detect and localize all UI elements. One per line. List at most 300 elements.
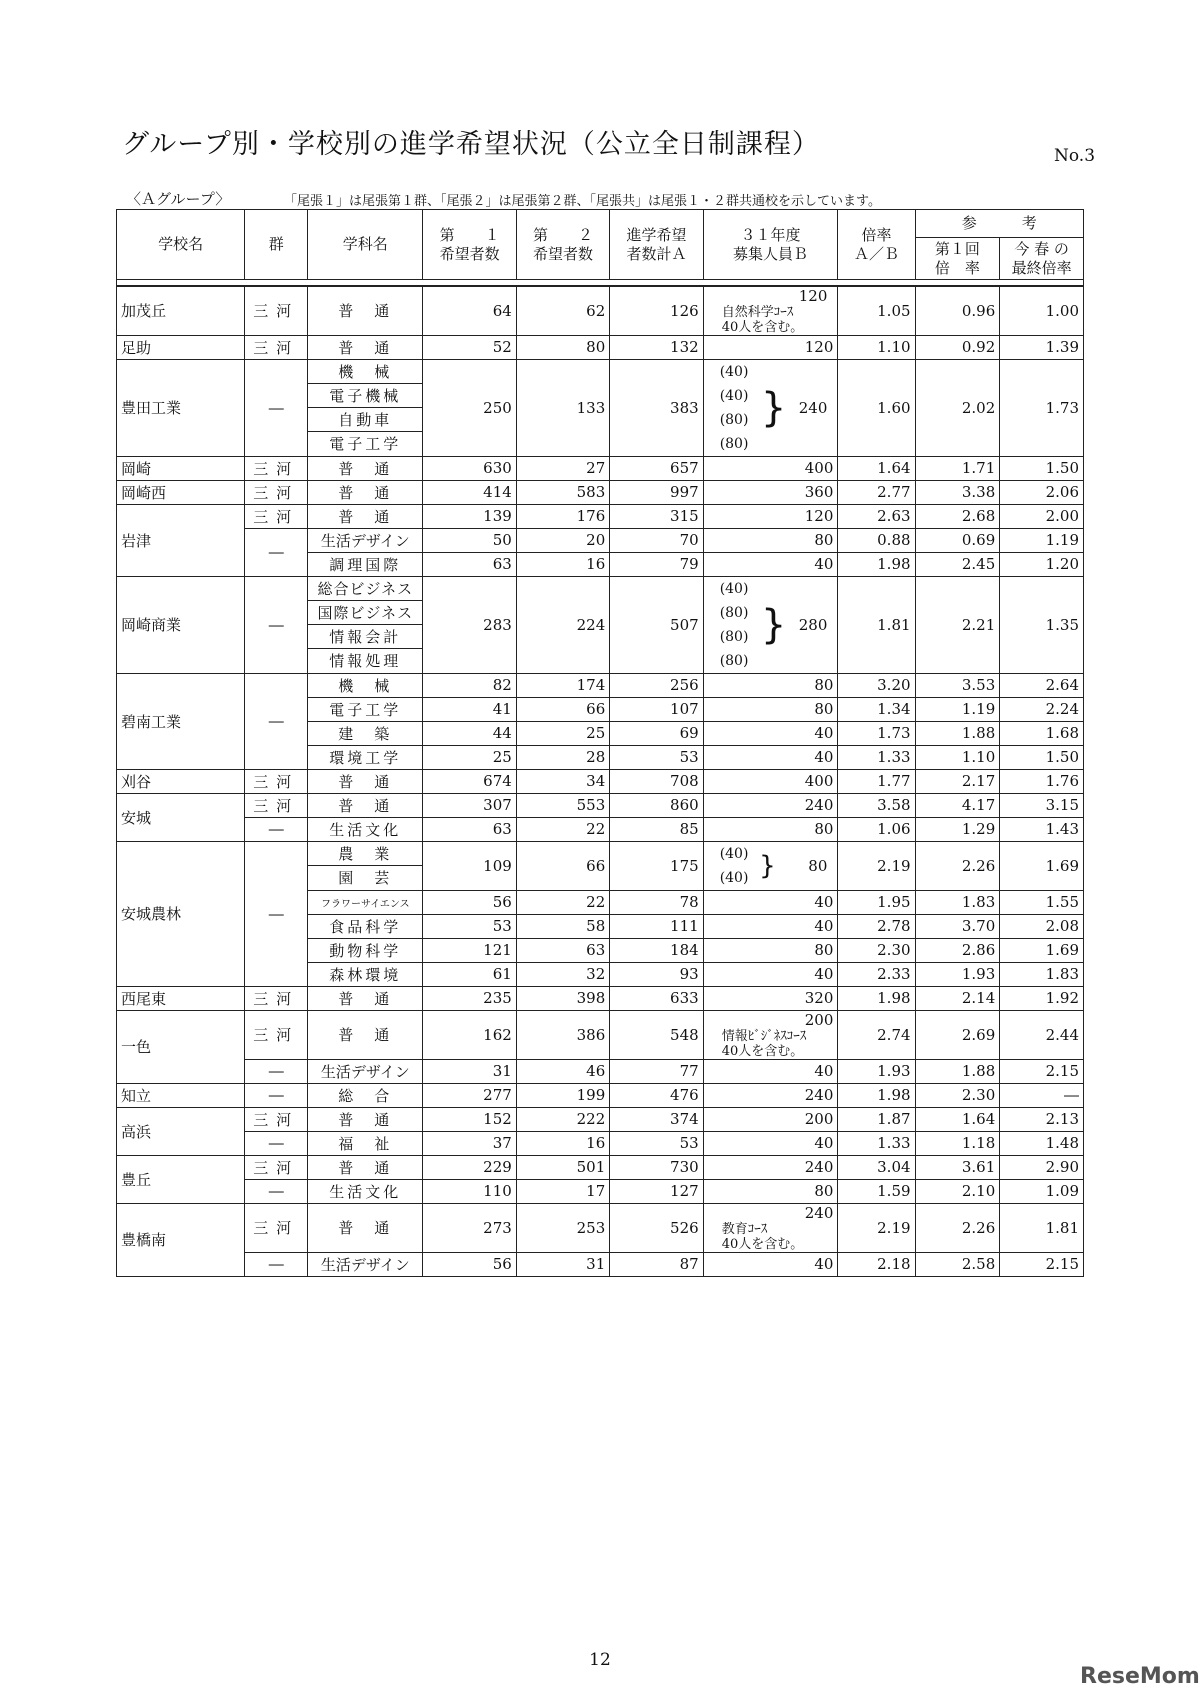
subject-cell: 生活デザイン [308,1059,423,1083]
legend-note: 「尾張１」は尾張第１群、「尾張２」は尾張第２群、「尾張共」は尾張１・２群共通校を示しています。 [284,194,881,209]
ref-first-cell: 0.92 [915,335,1000,359]
header-subject: 学科名 [308,210,423,280]
quota-cell [703,576,838,673]
subquota: (80) [719,604,749,621]
ref-first-cell: 2.26 [915,841,1000,890]
second-choice-cell: 66 [516,841,609,890]
second-choice-cell: 34 [516,769,609,793]
subject-cell: 普 通 [308,986,423,1010]
subject-cell: 生活デザイン [308,528,423,552]
table-row [117,504,1084,528]
second-choice-cell: 32 [516,962,609,986]
ref-first-cell: 0.69 [915,528,1000,552]
school-name: 安城 [117,793,245,841]
ref-first-cell: 2.30 [915,1083,1000,1107]
ref-last-cell: 1.20 [1000,552,1084,576]
table-row [117,456,1084,480]
first-choice-cell: 283 [423,576,516,673]
gun-cell: ― [245,1252,308,1276]
ratio-cell: 1.98 [838,986,915,1010]
subject-cell: 普 通 [308,480,423,504]
total-cell: 315 [610,504,703,528]
ref-last-cell: 1.81 [1000,1203,1084,1252]
header-gun: 群 [245,210,308,280]
first-choice-cell: 121 [423,938,516,962]
ratio-cell: 1.77 [838,769,915,793]
ref-first-cell: 3.70 [915,914,1000,938]
second-choice-cell: 63 [516,938,609,962]
ref-last-cell: 1.39 [1000,335,1084,359]
second-choice-cell: 25 [516,721,609,745]
quota-cell: 320 [703,986,838,1010]
subquota: (40) [719,580,749,597]
table-row [117,335,1084,359]
ratio-cell: 1.64 [838,456,915,480]
total-cell: 70 [610,528,703,552]
total-cell: 87 [610,1252,703,1276]
ratio-cell: 1.33 [838,1131,915,1155]
total-cell: 184 [610,938,703,962]
total-cell: 79 [610,552,703,576]
subject-cell: 普 通 [308,769,423,793]
brace-icon: } [760,601,787,648]
quota-cell: 40 [703,1252,838,1276]
quota-cell: 200 [703,1107,838,1131]
school-name: 高浜 [117,1107,245,1155]
subject-cell: 食品科学 [308,914,423,938]
ref-first-cell: 1.18 [915,1131,1000,1155]
first-choice-cell: 414 [423,480,516,504]
second-choice-cell: 31 [516,1252,609,1276]
quota-cell: 80 [703,673,838,697]
table-row [117,480,1084,504]
gun-cell: 三河 [245,335,308,359]
ref-first-cell: 1.88 [915,1059,1000,1083]
first-choice-cell: 674 [423,769,516,793]
quota-note: 教育ｺｰｽ [721,1221,768,1237]
subject-cell: 調理国際 [308,552,423,576]
brace-icon: } [760,384,787,431]
total-cell: 256 [610,673,703,697]
total-cell: 997 [610,480,703,504]
ref-last-cell: 2.44 [1000,1010,1084,1059]
gun-cell: ― [245,1059,308,1083]
subquota: (40) [719,845,749,862]
school-name: 岡崎商業 [117,576,245,673]
quota-note: 40人を含む。 [721,1236,804,1252]
table-row [117,841,1084,866]
total-cell: 107 [610,697,703,721]
ratio-cell: 2.77 [838,480,915,504]
total-cell: 53 [610,1131,703,1155]
subject-cell: 福 祉 [308,1131,423,1155]
gun-cell: ― [245,1083,308,1107]
quota-cell: 240 [703,1083,838,1107]
total-cell: 860 [610,793,703,817]
ref-first-cell: 3.61 [915,1155,1000,1179]
quota-cell: 40 [703,745,838,769]
subject-cell: 普 通 [308,286,423,336]
first-choice-cell: 64 [423,286,516,336]
subject-cell: 情報会計 [308,625,423,649]
gun-cell: ― [245,1131,308,1155]
second-choice-cell: 222 [516,1107,609,1131]
second-choice-cell: 386 [516,1010,609,1059]
subject-cell: 電子工学 [308,432,423,456]
ref-last-cell: 1.55 [1000,890,1084,914]
gun-cell: ― [245,1179,308,1203]
second-choice-cell: 17 [516,1179,609,1203]
footer-page-number: 12 [589,1650,611,1670]
ref-first-cell: 2.45 [915,552,1000,576]
subquota: (40) [719,869,749,886]
table-row [117,576,1084,600]
second-choice-cell: 46 [516,1059,609,1083]
gun-cell: ― [245,673,308,769]
school-name: 西尾東 [117,986,245,1010]
subject-cell: 普 通 [308,335,423,359]
quota-cell: 80 [703,528,838,552]
first-choice-cell: 109 [423,841,516,890]
second-choice-cell: 27 [516,456,609,480]
table-row [117,817,1084,841]
quota-cell [703,359,838,456]
subject-cell: 生活文化 [308,1179,423,1203]
total-cell: 53 [610,745,703,769]
quota-note: 情報ﾋﾞｼﾞﾈｽｺｰｽ [721,1028,807,1044]
quota-cell: 360 [703,480,838,504]
second-choice-cell: 62 [516,286,609,336]
second-choice-cell: 16 [516,1131,609,1155]
subquota: (80) [719,652,749,669]
total-cell: 77 [610,1059,703,1083]
first-choice-cell: 277 [423,1083,516,1107]
table-row [117,986,1084,1010]
gun-cell: 三河 [245,769,308,793]
ratio-cell: 3.20 [838,673,915,697]
quota-cell: 400 [703,769,838,793]
ref-first-cell: 4.17 [915,793,1000,817]
subject-cell: 機 械 [308,673,423,697]
quota-cell: 120 [703,335,838,359]
ref-first-cell: 3.38 [915,480,1000,504]
ref-first-cell: 2.26 [915,1203,1000,1252]
ratio-cell: 1.73 [838,721,915,745]
first-choice-cell: 273 [423,1203,516,1252]
ref-last-cell: 1.43 [1000,817,1084,841]
subject-cell: 普 通 [308,793,423,817]
first-choice-cell: 53 [423,914,516,938]
second-choice-cell: 176 [516,504,609,528]
subject-cell: 建 築 [308,721,423,745]
first-choice-cell: 152 [423,1107,516,1131]
header-quota: ３１年度 募集人員Ｂ [703,210,838,280]
ref-last-cell: 1.92 [1000,986,1084,1010]
table-row [117,1083,1084,1107]
ratio-cell: 3.04 [838,1155,915,1179]
ratio-cell: 2.78 [838,914,915,938]
resemom-logo: ReseMom [1080,1664,1200,1689]
second-choice-cell: 398 [516,986,609,1010]
subject-cell: 普 通 [308,456,423,480]
quota-cell: 40 [703,552,838,576]
ref-last-cell: 1.69 [1000,938,1084,962]
subject-cell: 普 通 [308,504,423,528]
first-choice-cell: 31 [423,1059,516,1083]
subject-cell: フラワーサイエンス [308,890,423,914]
group-label: 〈Ａグループ〉 [126,190,231,208]
gun-cell: 三河 [245,480,308,504]
table-row [117,359,1084,383]
first-choice-cell: 56 [423,1252,516,1276]
first-choice-cell: 139 [423,504,516,528]
total-cell: 85 [610,817,703,841]
quota-cell: 400 [703,456,838,480]
total-cell: 127 [610,1179,703,1203]
ratio-cell: 2.30 [838,938,915,962]
first-choice-cell: 63 [423,817,516,841]
total-cell: 633 [610,986,703,1010]
quota-cell: 80 [703,938,838,962]
header-total: 進学希望 者数計Ａ [610,210,703,280]
gun-cell: ― [245,528,308,576]
subject-cell: 生活文化 [308,817,423,841]
header-ratio: 倍率 Ａ／Ｂ [838,210,915,280]
ratio-cell: 0.88 [838,528,915,552]
quota-cell [703,841,838,890]
total-cell: 507 [610,576,703,673]
first-choice-cell: 110 [423,1179,516,1203]
ref-first-cell: 3.53 [915,673,1000,697]
ref-last-cell: 2.08 [1000,914,1084,938]
ref-first-cell: 1.71 [915,456,1000,480]
first-choice-cell: 52 [423,335,516,359]
total-cell: 526 [610,1203,703,1252]
ref-last-cell: 1.68 [1000,721,1084,745]
ref-last-cell: 2.64 [1000,673,1084,697]
subject-cell: 園 芸 [308,866,423,891]
gun-cell: ― [245,817,308,841]
ref-last-cell: 3.15 [1000,793,1084,817]
ref-last-cell: 2.24 [1000,697,1084,721]
ref-last-cell: 2.15 [1000,1252,1084,1276]
gun-cell: 三河 [245,504,308,528]
quota-cell: 40 [703,914,838,938]
page-number-label: No.3 [1054,146,1096,166]
second-choice-cell: 28 [516,745,609,769]
school-name: 碧南工業 [117,673,245,769]
ratio-cell: 1.81 [838,576,915,673]
ref-last-cell: 1.09 [1000,1179,1084,1203]
ratio-cell: 1.98 [838,1083,915,1107]
table-row [117,1010,1084,1059]
subject-cell: 普 通 [308,1155,423,1179]
second-choice-cell: 80 [516,335,609,359]
total-cell: 657 [610,456,703,480]
ref-first-cell: 0.96 [915,286,1000,336]
table-row [117,1131,1084,1155]
subject-cell: 普 通 [308,1203,423,1252]
gun-cell: ― [245,359,308,456]
ref-last-cell: 1.35 [1000,576,1084,673]
second-choice-cell: 553 [516,793,609,817]
second-choice-cell: 501 [516,1155,609,1179]
quota-cell: 120 [703,504,838,528]
ratio-cell: 2.74 [838,1010,915,1059]
ref-last-cell: 1.69 [1000,841,1084,890]
total-cell: 78 [610,890,703,914]
first-choice-cell: 235 [423,986,516,1010]
header-ref-first: 第１回 倍 率 [915,238,1000,280]
subject-cell: 国際ビジネス [308,600,423,624]
school-name: 豊橋南 [117,1203,245,1276]
subject-cell: 情報処理 [308,649,423,673]
total-cell: 69 [610,721,703,745]
second-choice-cell: 253 [516,1203,609,1252]
first-choice-cell: 307 [423,793,516,817]
ref-first-cell: 2.02 [915,359,1000,456]
subject-cell: 電子工学 [308,697,423,721]
second-choice-cell: 66 [516,697,609,721]
ref-first-cell: 1.83 [915,890,1000,914]
subject-cell: 環境工学 [308,745,423,769]
first-choice-cell: 44 [423,721,516,745]
second-choice-cell: 22 [516,890,609,914]
total-cell: 374 [610,1107,703,1131]
ref-first-cell: 1.64 [915,1107,1000,1131]
second-choice-cell: 16 [516,552,609,576]
ratio-cell: 1.95 [838,890,915,914]
quota-note: 自然科学ｺｰｽ [721,304,794,320]
ratio-cell: 1.98 [838,552,915,576]
table-row [117,1107,1084,1131]
ref-first-cell: 2.21 [915,576,1000,673]
total-cell: 93 [610,962,703,986]
quota-cell: 40 [703,1131,838,1155]
table-row [117,1179,1084,1203]
ratio-cell: 2.19 [838,841,915,890]
header-ref-last: 今 春 の 最終倍率 [1000,238,1084,280]
gun-cell: ― [245,841,308,986]
quota-cell: 120 自然科学ｺｰｽ 40人を含む。 [703,286,838,336]
ref-first-cell: 2.69 [915,1010,1000,1059]
quota-cell: 40 [703,890,838,914]
ref-first-cell: 2.14 [915,986,1000,1010]
brace-icon: } [759,850,776,881]
subject-cell: 機 械 [308,359,423,383]
ratio-cell: 1.59 [838,1179,915,1203]
ref-last-cell: 2.06 [1000,480,1084,504]
quota-cell: 200 情報ﾋﾞｼﾞﾈｽｺｰｽ 40人を含む。 [703,1010,838,1059]
ref-last-cell: 1.48 [1000,1131,1084,1155]
gun-cell: 三河 [245,1010,308,1059]
ref-last-cell: 1.73 [1000,359,1084,456]
ref-last-cell: 2.00 [1000,504,1084,528]
ref-last-cell: 1.76 [1000,769,1084,793]
ratio-cell: 1.93 [838,1059,915,1083]
quota-note: 40人を含む。 [721,319,804,335]
ref-first-cell: 2.10 [915,1179,1000,1203]
subject-cell: 電子機械 [308,383,423,407]
first-choice-cell: 630 [423,456,516,480]
ref-last-cell: 2.13 [1000,1107,1084,1131]
quota-cell: 40 [703,1059,838,1083]
ratio-cell: 2.63 [838,504,915,528]
quota-total: 280 [798,615,828,634]
ratio-cell: 3.58 [838,793,915,817]
school-name: 一色 [117,1010,245,1083]
school-name: 豊丘 [117,1155,245,1203]
total-cell: 730 [610,1155,703,1179]
quota-cell: 240 [703,1155,838,1179]
ref-first-cell: 1.93 [915,962,1000,986]
table-row [117,769,1084,793]
table-row [117,528,1084,552]
quota-cell: 40 [703,721,838,745]
table-row [117,1203,1084,1252]
school-name: 知立 [117,1083,245,1107]
application-status-table [116,209,1084,1277]
school-name: 豊田工業 [117,359,245,456]
subject-cell: 自動車 [308,408,423,432]
second-choice-cell: 224 [516,576,609,673]
table-row [117,286,1084,336]
gun-cell: 三河 [245,986,308,1010]
first-choice-cell: 50 [423,528,516,552]
subject-cell: 普 通 [308,1010,423,1059]
gun-cell: 三河 [245,456,308,480]
subject-cell: 普 通 [308,1107,423,1131]
subquota: (80) [719,411,749,428]
first-choice-cell: 82 [423,673,516,697]
ratio-cell: 1.87 [838,1107,915,1131]
first-choice-cell: 56 [423,890,516,914]
first-choice-cell: 162 [423,1010,516,1059]
table-row [117,1252,1084,1276]
ref-first-cell: 1.19 [915,697,1000,721]
subquota: (80) [719,435,749,452]
total-cell: 548 [610,1010,703,1059]
ratio-cell: 1.33 [838,745,915,769]
subject-cell: 森林環境 [308,962,423,986]
ref-first-cell: 2.58 [915,1252,1000,1276]
quota-total: 80 [808,856,828,875]
ref-last-cell: 1.00 [1000,286,1084,336]
ref-first-cell: 1.88 [915,721,1000,745]
ratio-cell: 2.33 [838,962,915,986]
total-cell: 383 [610,359,703,456]
ratio-cell: 1.60 [838,359,915,456]
ref-first-cell: 2.17 [915,769,1000,793]
ratio-cell: 1.34 [838,697,915,721]
subject-cell: 総合ビジネス [308,576,423,600]
ref-last-cell: 1.19 [1000,528,1084,552]
total-cell: 111 [610,914,703,938]
school-name: 刈谷 [117,769,245,793]
gun-cell: ― [245,576,308,673]
total-cell: 476 [610,1083,703,1107]
school-name: 岡崎西 [117,480,245,504]
subject-cell: 農 業 [308,841,423,866]
page-title: グループ別・学校別の進学希望状況（公立全日制課程） [122,129,820,160]
second-choice-cell: 174 [516,673,609,697]
ref-first-cell: 1.29 [915,817,1000,841]
ref-last-cell: ― [1000,1083,1084,1107]
school-name: 安城農林 [117,841,245,986]
ref-first-cell: 2.68 [915,504,1000,528]
quota-note: 40人を含む。 [721,1043,804,1059]
gun-cell: 三河 [245,1155,308,1179]
